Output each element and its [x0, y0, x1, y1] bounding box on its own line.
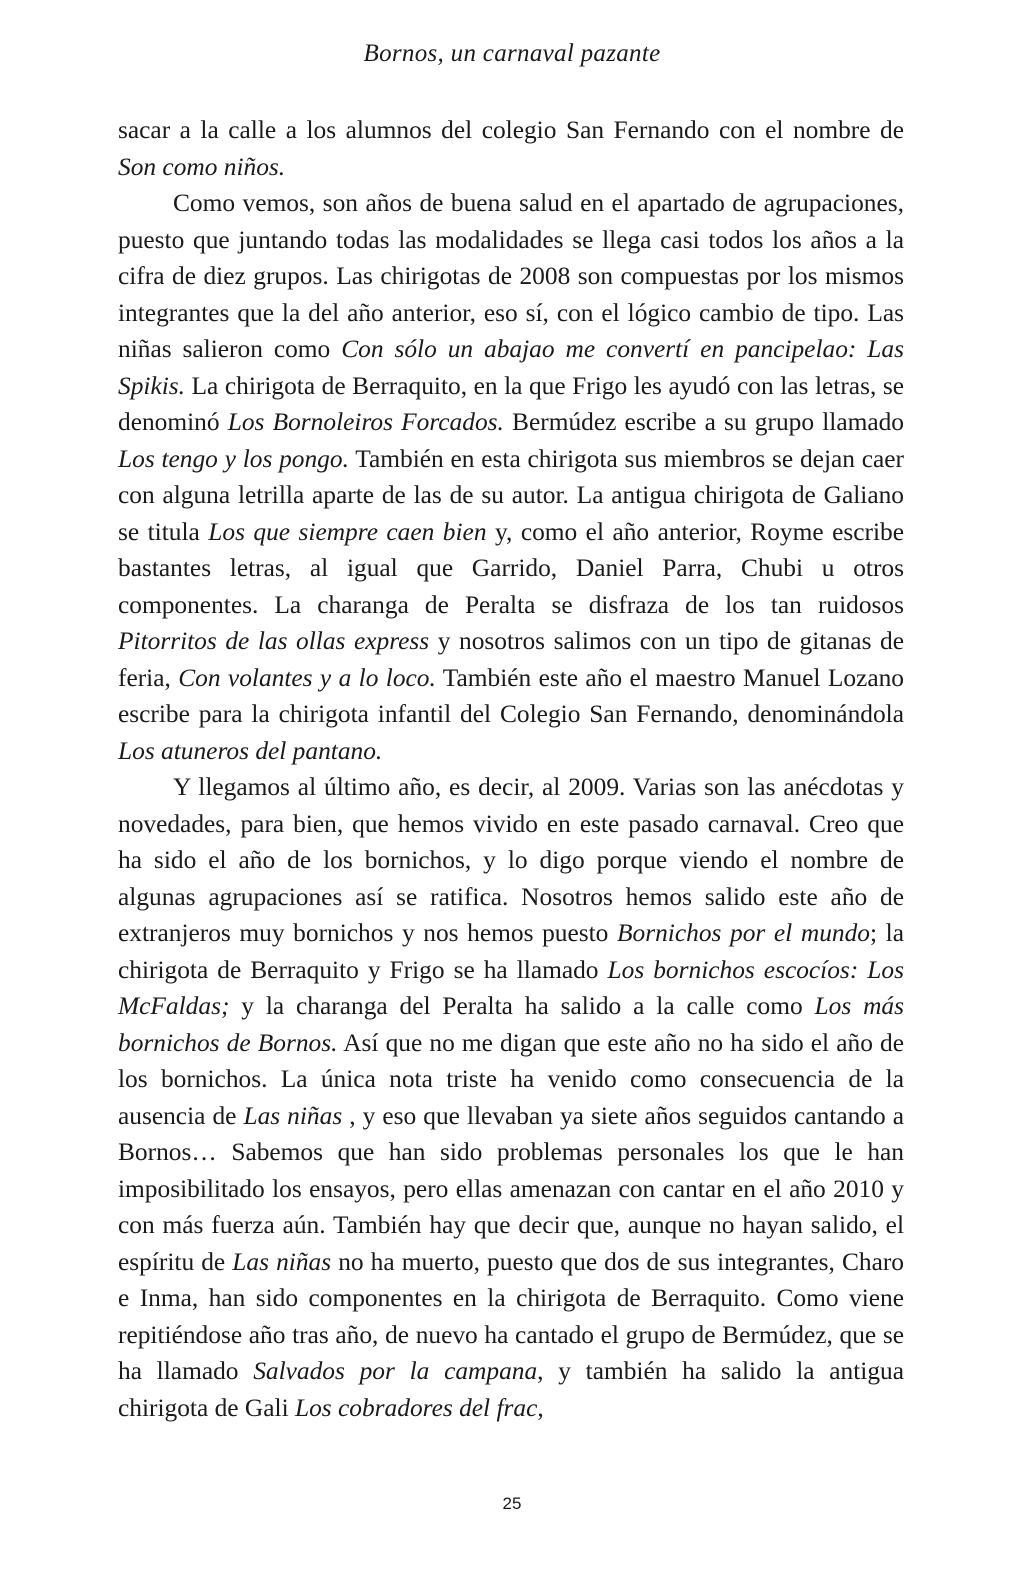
running-header-title: Bornos, un carnaval pazante: [363, 40, 661, 67]
work-title: Pitorritos de las ollas express: [118, 627, 430, 655]
text-run: , y eso que llevaban ya siete años seguidos cantando a Bornos… Sabemos que han sido problemas personales los que le han imposibilitado los ensayos, pero ellas amenazan con cantar en el año 2010 y con más fuerza aún. También hay que decir que, aunque no hayan salido, el espíritu de: [118, 1101, 904, 1276]
text-run: ,: [537, 1393, 544, 1422]
text-run: Así que no me digan que este año no ha sido el año de los bornichos. La única nota triste ha venido como consecuencia de la ausencia de: [118, 1028, 904, 1130]
text-run: y la charanga del Peralta ha salido a la calle como: [229, 992, 815, 1020]
work-title: Los tengo y los pongo.: [118, 444, 349, 473]
work-title: Los bornichos escocíos: Los McFaldas;: [118, 955, 904, 1020]
text-run: y, como el año anterior, Royme escribe bastantes letras, al igual que Garrido, Daniel Parra, Chubi u otros componentes. La charanga de Peralta se disfraza de los tan ruidosos: [118, 517, 904, 619]
body-text: [118, 112, 904, 1426]
paragraph-1: [118, 112, 904, 185]
work-title: Son como niños.: [118, 152, 286, 181]
text-run: , y también ha salido la antigua chirigota de Gali: [118, 1357, 904, 1422]
text-run: sacar a la calle a los alumnos del colegio San Fernando con el nombre de: [118, 116, 904, 144]
work-title: Los atuneros del pantano.: [118, 736, 383, 765]
text-run: ; la chirigota de Berraquito y Frigo se ha llamado: [118, 919, 904, 984]
work-title: Los que siempre caen bien: [208, 517, 487, 546]
work-title: Con volantes y a lo loco.: [178, 663, 436, 692]
work-title: Salvados por la campana: [253, 1357, 538, 1385]
text-run: También en esta chirigota sus miembros se dejan caer con alguna letrilla aparte de las de su autor. La antigua chirigota de Galiano se titula: [118, 444, 904, 546]
paragraph-2: [118, 185, 904, 769]
work-title: Con sólo un abajao me convertí en pancipelao: Las Spikis.: [118, 335, 904, 400]
work-title: Las niñas: [243, 1101, 343, 1130]
text-run: Bermúdez escribe a su grupo llamado: [503, 408, 904, 436]
paragraph-3: [118, 769, 904, 1426]
text-run: La chirigota de Berraquito, en la que Frigo les ayudó con las letras, se denominó: [118, 371, 904, 436]
text-run: Y llegamos al último año, es decir, al 2009. Varias son las anécdotas y novedades, para bien, que hemos vivido en este pasado carnaval. Creo que ha sido el año de los bornichos, y lo digo porque viendo el nombre de algunas agrupaciones así se ratifica. Nosotros hemos salido este año de extranjeros muy bornichos y nos hemos puesto: [118, 773, 904, 947]
text-run: no ha muerto, puesto que dos de sus integrantes, Charo e Inma, han sido componentes en la chirigota de Berraquito. Como viene repitiéndose año tras año, de nuevo ha cantado el grupo de Bermúdez, que se ha llamado: [118, 1247, 904, 1385]
text-run: También este año el maestro Manuel Lozano escribe para la chirigota infantil del Colegio San Fernando, denominándola: [118, 663, 904, 728]
text-run: y nosotros salimos con un tipo de gitanas de feria,: [118, 627, 904, 692]
work-title: Los cobradores del frac: [294, 1393, 538, 1422]
work-title: Los Bornoleiros Forcados.: [227, 408, 504, 436]
text-run: Como vemos, son años de buena salud en el apartado de agrupaciones, puesto que juntando todas las modalidades se llega casi todos los años a la cifra de diez grupos. Las chirigotas de 2008 son compuestas por los mismos integrantes que la del año anterior, eso sí, con el lógico cambio de tipo. Las niñas salieron como: [118, 189, 904, 363]
page-number: 25: [502, 1494, 522, 1513]
work-title: Bornichos por el mundo: [617, 919, 870, 947]
work-title: Los más bornichos de Bornos.: [118, 992, 904, 1057]
work-title: Las niñas: [232, 1247, 332, 1276]
